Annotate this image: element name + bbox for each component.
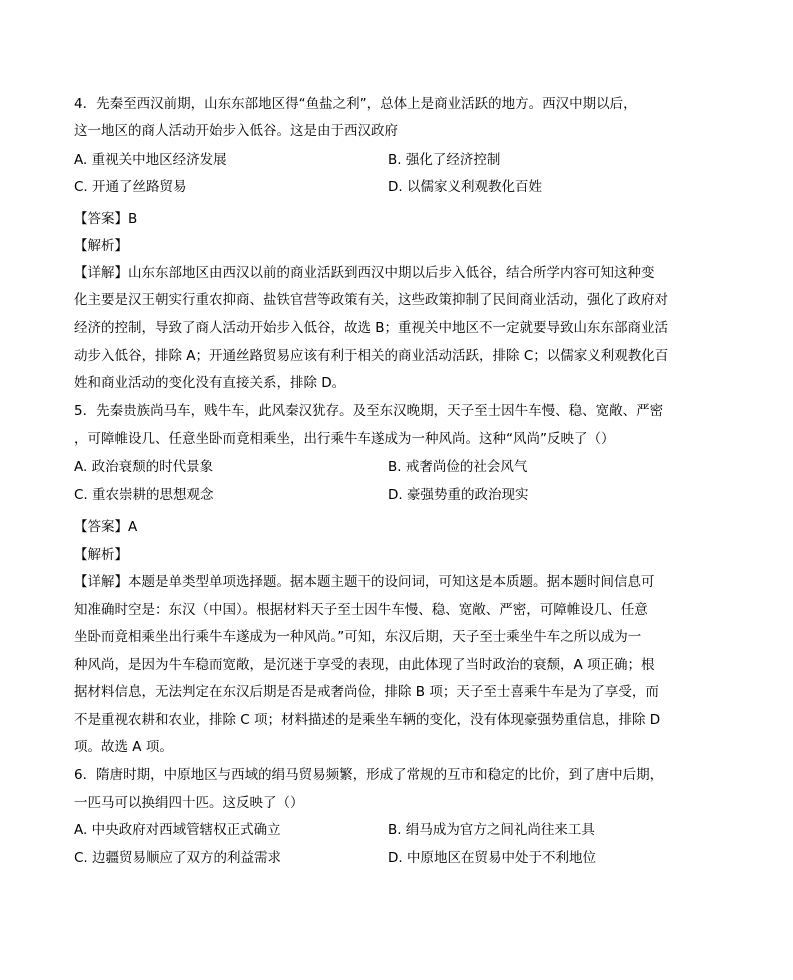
- q4-stem-line2: 这一地区的商人活动开始步入低谷。这是由于西汉政府: [74, 123, 398, 139]
- q6-option-c: C. 边疆贸易顺应了双方的利益需求: [74, 850, 282, 866]
- q4-answer: 【答案】B: [74, 211, 138, 227]
- q4-detail-line: 【详解】山东东部地区由西汉以前的商业活跃到西汉中期以后步入低谷，结合所学内容可知这种变: [74, 265, 655, 281]
- q5-detail-line: 坐卧而竟相乘坐出行乘牛车遂成为一种风尚。”可知，东汉后期，天子至士乘坐牛车之所以成为一: [74, 629, 642, 645]
- q4-option-d: D. 以儒家义利观教化百姓: [388, 179, 542, 195]
- q4-detail-line: 化主要是汉王朝实行重农抑商、盐铁官营等政策有关，这些政策抑制了民间商业活动，强化了政府对: [74, 292, 668, 308]
- q5-detail-line: 项。故选 A 项。: [74, 739, 173, 755]
- q6-stem-line1: 6．隋唐时期，中原地区与西域的绢马贸易频繁，形成了常规的互市和稳定的比价，到了唐中后期，: [74, 767, 664, 783]
- q6-option-d: D. 中原地区在贸易中处于不利地位: [388, 850, 596, 866]
- q5-option-a: A. 政治衰颓的时代景象: [74, 459, 214, 475]
- q4-stem-line1: 4．先秦至西汉前期，山东东部地区得“鱼盐之利”，总体上是商业活跃的地方。西汉中期以后，: [74, 96, 637, 112]
- q5-option-c: C. 重农崇耕的思想观念: [74, 487, 214, 503]
- q5-detail-line: 【详解】本题是单类型单项选择题。据本题主题干的设问词，可知这是本质题。据本题时间信息可: [74, 574, 655, 590]
- q5-stem-line1: 5．先秦贵族尚马车，贱牛车，此风秦汉犹存。及至东汉晚期，天子至士因牛车慢、稳、宽敞、严密: [74, 403, 664, 419]
- q4-option-b: B. 强化了经济控制: [388, 152, 501, 168]
- q5-detail-line: 据材料信息，无法判定在东汉后期是否是戒奢尚俭，排除 B 项；天子至士喜乘牛车是为了享受，而: [74, 684, 659, 700]
- q4-detail-line: 动步入低谷，排除 A；开通丝路贸易应该有利于相关的商业活动活跃，排除 C；以儒家义利观教化百: [74, 348, 669, 364]
- q4-detail-line: 姓和商业活动的变化没有直接关系，排除 D。: [74, 375, 346, 391]
- q6-option-a: A. 中央政府对西域管辖权正式确立: [74, 822, 281, 838]
- q4-analysis-label: 【解析】: [74, 238, 128, 254]
- q4-detail-line: 经济的控制，导致了商人活动开始步入低谷，故选 B；重视关中地区不一定就要导致山东东部商业活: [74, 320, 669, 336]
- q5-answer: 【答案】A: [74, 519, 138, 535]
- q5-stem-line2: ，可障帷设几、任意坐卧而竟相乘坐，出行乘牛车遂成为一种风尚。这种“风尚”反映了（）: [74, 431, 615, 447]
- q5-option-b: B. 戒奢尚俭的社会风气: [388, 459, 528, 475]
- q4-option-a: A. 重视关中地区经济发展: [74, 152, 227, 168]
- q5-analysis-label: 【解析】: [74, 547, 128, 563]
- q4-option-c: C. 开通了丝路贸易: [74, 179, 187, 195]
- q6-stem-line2: 一匹马可以换绢四十匹。这反映了（）: [74, 795, 304, 811]
- q5-detail-line: 不是重视农耕和农业，排除 C 项；材料描述的是乘坐车辆的变化，没有体现豪强势重信息，排除 D: [74, 712, 661, 728]
- q6-option-b: B. 绢马成为官方之间礼尚往来工具: [388, 822, 595, 838]
- q5-detail-line: 种风尚，是因为牛车稳而宽敞，是沉迷于享受的表现，由此体现了当时政治的衰颓，A 项正确；根: [74, 657, 655, 673]
- q5-detail-line: 知准确时空是：东汉（中国）。根据材料天子至士因牛车慢、稳、宽敞、严密，可障帷设几、任意: [74, 602, 648, 618]
- q5-option-d: D. 豪强势重的政治现实: [388, 487, 529, 503]
